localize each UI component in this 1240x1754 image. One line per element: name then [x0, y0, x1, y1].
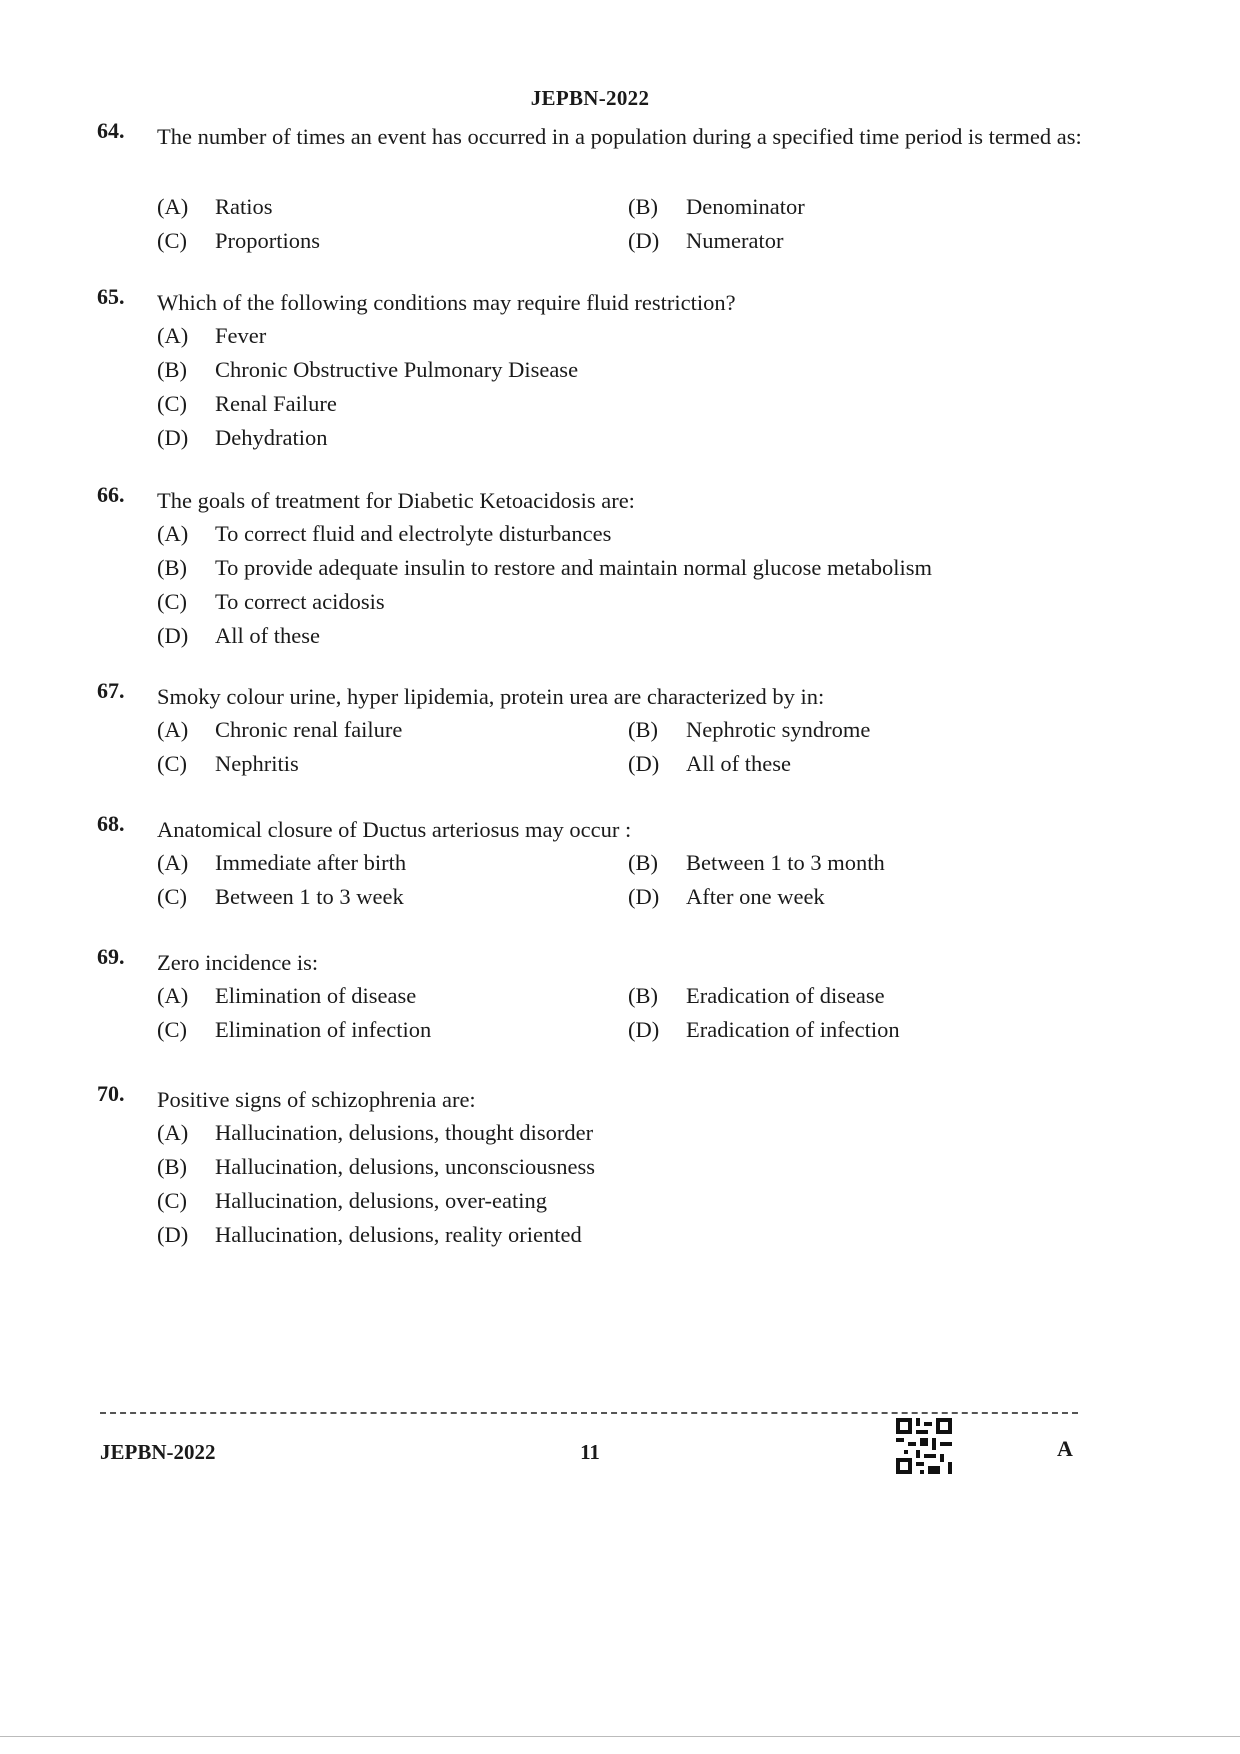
option-text: Fever: [215, 323, 267, 348]
option-b: [157, 1154, 595, 1180]
question-number: 69.: [97, 944, 125, 969]
option-text: Nephritis: [215, 751, 299, 776]
option-letter: (B): [157, 357, 187, 382]
option-text: Between 1 to 3 week: [215, 884, 404, 909]
option-letter: (B): [628, 194, 658, 219]
option-letter: (B): [628, 983, 658, 1008]
question-text: Zero incidence is:: [157, 950, 319, 975]
question-text: Smoky colour urine, hyper lipidemia, protein urea are characterized by in:: [157, 684, 825, 709]
option-text: Hallucination, delusions, thought disorder: [215, 1120, 594, 1145]
page-header-code: JEPBN-2022: [530, 86, 650, 110]
option-letter: (A): [157, 1120, 189, 1145]
option-text: Elimination of disease: [215, 983, 417, 1008]
option-letter: (C): [157, 1017, 187, 1042]
option-letter: (A): [157, 323, 189, 348]
option-d: [157, 1222, 582, 1248]
option-letter: (D): [157, 425, 189, 450]
option-a: [157, 1120, 593, 1146]
option-text: Hallucination, delusions, unconsciousness: [215, 1154, 595, 1179]
option-text: To correct fluid and electrolyte disturbances: [215, 521, 612, 546]
option-text: Nephrotic syndrome: [686, 717, 871, 742]
question-text: The goals of treatment for Diabetic Ketoacidosis are:: [157, 488, 635, 513]
qr-code-icon: [896, 1418, 952, 1474]
option-a: [157, 323, 266, 349]
option-text: Hallucination, delusions, reality oriented: [215, 1222, 582, 1247]
option-c: [157, 884, 404, 910]
question-number: 70.: [97, 1081, 125, 1106]
option-letter: (D): [628, 884, 660, 909]
page-bottom-edge: [0, 1736, 1240, 1737]
option-c: [157, 391, 337, 417]
option-letter: (D): [157, 623, 189, 648]
question-text: Anatomical closure of Ductus arteriosus may occur :: [157, 817, 632, 842]
option-text: To correct acidosis: [215, 589, 385, 614]
option-text: Eradication of infection: [686, 1017, 900, 1042]
option-d: [157, 623, 320, 649]
option-text: Between 1 to 3 month: [686, 850, 885, 875]
option-c: [157, 589, 385, 615]
option-text: Renal Failure: [215, 391, 337, 416]
option-text: To provide adequate insulin to restore and maintain normal glucose metabolism: [215, 555, 932, 580]
question-number: 64.: [97, 118, 125, 143]
question-text: Which of the following conditions may require fluid restriction?: [157, 290, 736, 315]
option-letter: (A): [157, 850, 189, 875]
option-a: [157, 194, 273, 220]
question-number: 65.: [97, 284, 125, 309]
option-a: [157, 850, 406, 876]
option-text: All of these: [215, 623, 320, 648]
option-text: Immediate after birth: [215, 850, 407, 875]
option-d: [157, 425, 327, 451]
option-text: Elimination of infection: [215, 1017, 432, 1042]
option-text: After one week: [686, 884, 825, 909]
option-letter: (D): [628, 228, 660, 253]
option-text: Proportions: [215, 228, 321, 253]
option-letter: (B): [157, 1154, 187, 1179]
option-text: Denominator: [686, 194, 805, 219]
question-number: 68.: [97, 811, 125, 836]
option-letter: (D): [157, 1222, 189, 1247]
option-c: [157, 1017, 431, 1043]
option-letter: (D): [628, 1017, 660, 1042]
option-d: [628, 751, 791, 777]
option-letter: (D): [628, 751, 660, 776]
option-text: Chronic Obstructive Pulmonary Disease: [215, 357, 579, 382]
option-text: All of these: [686, 751, 791, 776]
option-letter: (C): [157, 228, 187, 253]
question-number: 66.: [97, 482, 125, 507]
option-c: [157, 228, 320, 254]
option-letter: (C): [157, 589, 187, 614]
option-letter: (C): [157, 1188, 187, 1213]
option-letter: (A): [157, 983, 189, 1008]
option-b: [628, 983, 885, 1009]
option-c: [157, 1188, 547, 1214]
page-number: 11: [580, 1440, 600, 1464]
option-text: Ratios: [215, 194, 273, 219]
option-text: Chronic renal failure: [215, 717, 403, 742]
footer-divider: [100, 1412, 1078, 1414]
question-set-letter: A: [1057, 1436, 1073, 1461]
option-b: [157, 357, 578, 383]
option-letter: (C): [157, 391, 187, 416]
option-b: [157, 555, 932, 581]
option-letter: (A): [157, 194, 189, 219]
option-d: [628, 884, 825, 910]
option-text: Dehydration: [215, 425, 328, 450]
option-b: [628, 194, 805, 220]
option-b: [628, 717, 870, 743]
option-letter: (B): [628, 717, 658, 742]
option-letter: (B): [628, 850, 658, 875]
option-d: [628, 228, 783, 254]
option-text: Hallucination, delusions, over-eating: [215, 1188, 547, 1213]
option-a: [157, 983, 416, 1009]
option-c: [157, 751, 299, 777]
option-letter: (C): [157, 884, 187, 909]
option-letter: (A): [157, 521, 189, 546]
option-letter: (B): [157, 555, 187, 580]
option-text: Eradication of disease: [686, 983, 885, 1008]
footer-exam-code: JEPBN-2022: [100, 1440, 216, 1464]
option-letter: (A): [157, 717, 189, 742]
option-d: [628, 1017, 900, 1043]
option-b: [628, 850, 885, 876]
question-text: The number of times an event has occurred in a population during a specified time period is termed as:: [157, 124, 1082, 149]
question-text: Positive signs of schizophrenia are:: [157, 1087, 476, 1112]
option-a: [157, 717, 402, 743]
option-a: [157, 521, 611, 547]
question-number: 67.: [97, 678, 125, 703]
option-text: Numerator: [686, 228, 784, 253]
option-letter: (C): [157, 751, 187, 776]
